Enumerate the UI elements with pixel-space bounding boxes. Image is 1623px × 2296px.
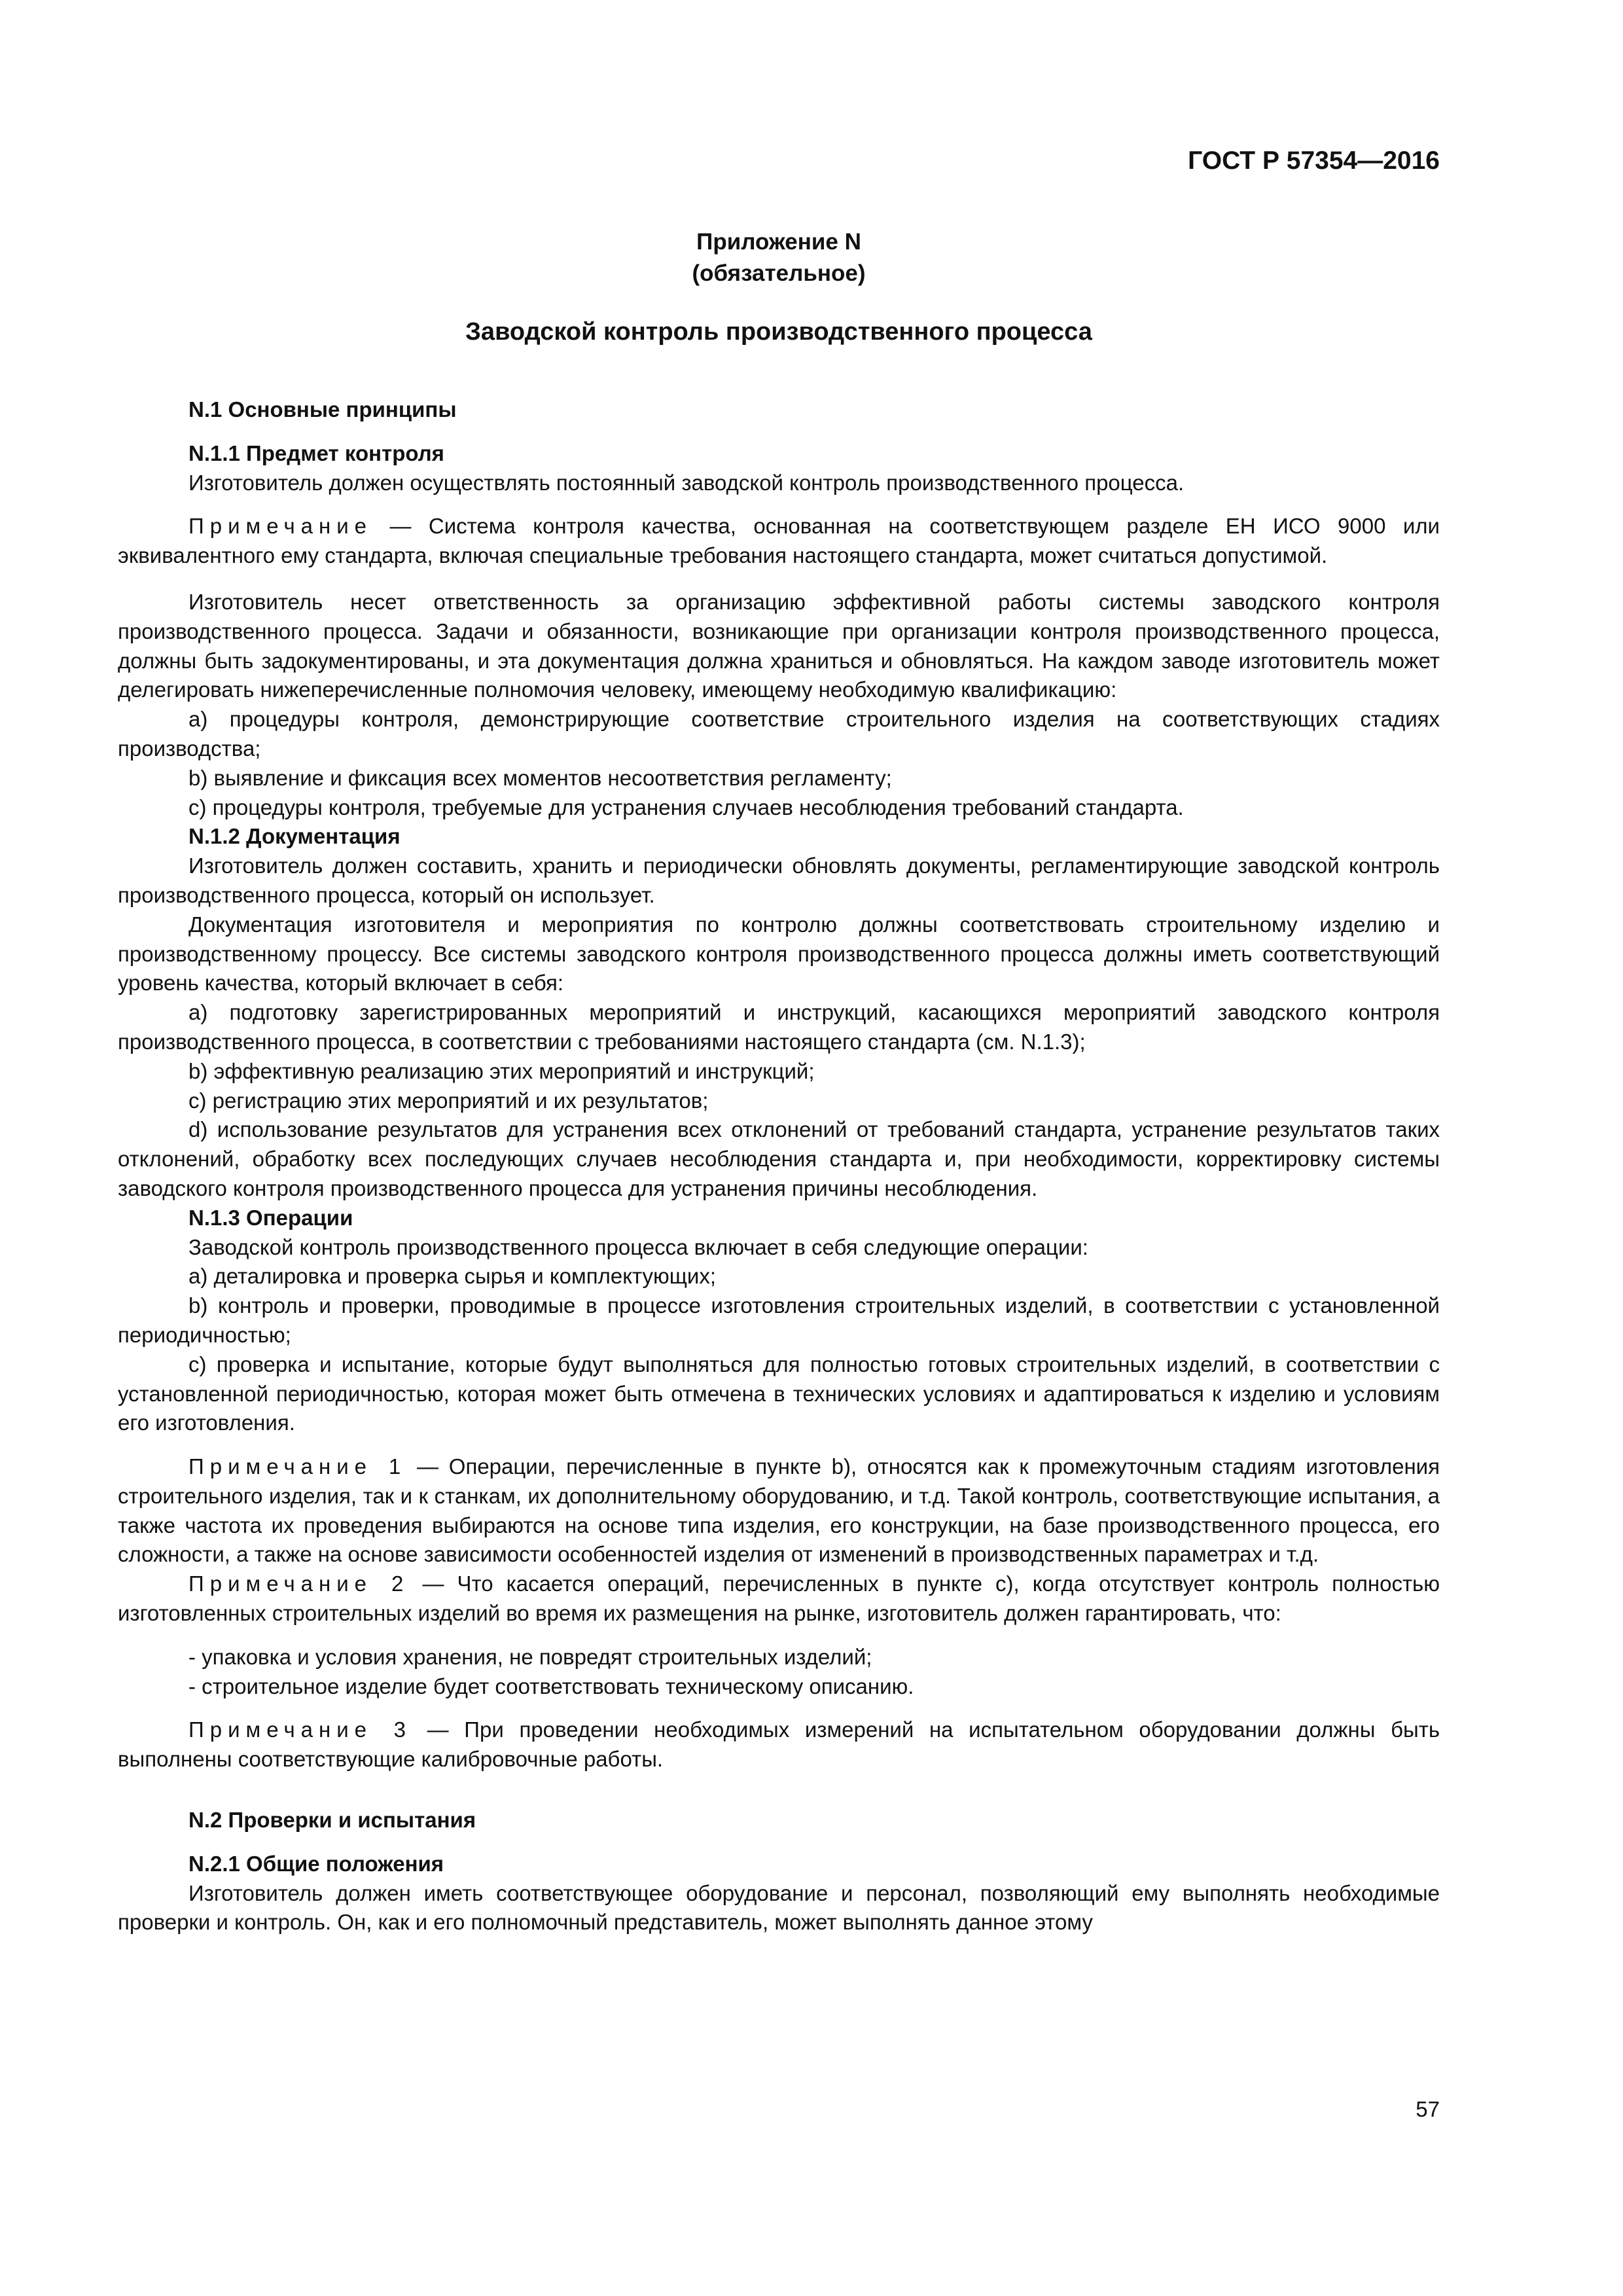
paragraph: Изготовитель несет ответственность за организацию эффективной работы системы заводского контроля производственного процесса. Задачи и обязанности, возникающие при организации контроля производственного процесса, должны быть задокументированы, и эта документация должна храниться и обновляться. На каждом заводе изготовитель может делегировать нижеперечисленные полномочия человеку, имеющему необходимую квалификацию: xyxy=(118,589,1440,702)
list-item: b) эффективную реализацию этих мероприятий и инструкций; xyxy=(188,1058,815,1083)
annex-status: (обязательное) xyxy=(692,260,866,286)
subsection-heading-n12: N.1.2 Документация xyxy=(188,824,401,849)
paragraph: Документация изготовителя и мероприятия по контролю должны соответствовать строительному изделию и производственному процессу. Все системы заводского контроля производственного процесса должны иметь соответствующий уровень качества, который включает в себя: xyxy=(118,912,1440,996)
list-item: b) контроль и проверки, проводимые в процессе изготовления строительных изделий, в соответствии с установленной периодичностью; xyxy=(118,1293,1440,1347)
subsection-heading-n11: N.1.1 Предмет контроля xyxy=(188,440,444,465)
section-heading-n1: N.1 Основные принципы xyxy=(188,397,457,422)
paragraph: Изготовитель должен иметь соответствующее оборудование и персонал, позволяющий ему выполнять необходимые проверки и контроль. Он, как и его полномочный представитель, может выполнять данное этому xyxy=(118,1880,1440,1935)
paragraph: Изготовитель должен осуществлять постоянный заводской контроль производственного процесса. xyxy=(188,470,1185,495)
list-item: c) регистрацию этих мероприятий и их результатов; xyxy=(188,1088,709,1113)
document-code: ГОСТ Р 57354—2016 xyxy=(1188,147,1440,175)
note xyxy=(118,512,1440,571)
document-page xyxy=(118,0,1440,2296)
note-3-text: — При проведении необходимых измерений на испытательном оборудовании должны быть выполнены соответствующие калибровочные работы. xyxy=(118,1717,1440,1772)
note-2-label: Примечание 2 xyxy=(188,1571,410,1596)
section-heading-n2: N.2 Проверки и испытания xyxy=(188,1808,476,1833)
note-2-list-item: - строительное изделие будет соответствовать техническому описанию. xyxy=(188,1674,914,1698)
note-3-label: Примечание 3 xyxy=(188,1717,412,1742)
note-1-label: Примечание 1 xyxy=(188,1454,407,1479)
list-item: a) деталировка и проверка сырья и комплектующих; xyxy=(188,1264,716,1289)
list-item: b) выявление и фиксация всех моментов несоответствия регламенту; xyxy=(188,765,892,790)
annex-header xyxy=(118,226,1440,289)
page-number: 57 xyxy=(1416,2097,1440,2121)
list-item: d) использование результатов для устранения всех отклонений от требований стандарта, устранение результатов таких отклонений, обработку всех последующих случаев несоблюдения стандарта и, при необходимости, корректировку системы заводского контроля производственного процесса для устранения причины несоблюдения. xyxy=(118,1117,1440,1200)
note-3 xyxy=(118,1715,1440,1774)
subsection-heading-n13: N.1.3 Операции xyxy=(188,1205,353,1230)
document-body xyxy=(118,395,1440,1937)
annex-title: Заводской контроль производственного процесса xyxy=(465,318,1092,346)
list-item: a) подготовку зарегистрированных мероприятий и инструкций, касающихся мероприятий заводского контроля производственного процесса, в соответствии с требованиями настоящего стандарта (см. N.1.3); xyxy=(118,1000,1440,1054)
paragraph: Заводской контроль производственного процесса включает в себя следующие операции: xyxy=(188,1234,1088,1259)
annex-label: Приложение N xyxy=(696,229,861,255)
note-1 xyxy=(118,1452,1440,1570)
note-2-list-item: - упаковка и условия хранения, не повредят строительных изделий; xyxy=(188,1644,872,1669)
list-item: c) процедуры контроля, требуемые для устранения случаев несоблюдения требований стандарта. xyxy=(188,795,1184,819)
note-2-text: — Что касается операций, перечисленных в пункте c), когда отсутствует контроль полностью изготовленных строительных изделий во время их размещения на рынке, изготовитель должен гарантировать, что: xyxy=(118,1571,1440,1626)
list-item: a) процедуры контроля, демонстрирующие соответствие строительного изделия на соответствующих стадиях производства; xyxy=(118,707,1440,761)
note-label: Примечание xyxy=(188,514,373,539)
note-text: — Система контроля качества, основанная на соответствующем разделе ЕН ИСО 9000 или эквивалентного ему стандарта, включая специальные требования настоящего стандарта, может считаться допустимой. xyxy=(118,514,1440,568)
paragraph: Изготовитель должен составить, хранить и периодически обновлять документы, регламентирующие заводской контроль производственного процесса, который он использует. xyxy=(118,853,1440,907)
note-1-text: — Операции, перечисленные в пункте b), относятся как к промежуточным стадиям изготовления строительного изделия, так и к станкам, их дополнительному оборудованию, и т.д. Такой контроль, соответствующие испытания, а также частота их проведения выбираются на основе типа изделия, его конструкции, на базе производственного процесса, его сложности, а также на основе зависимости особенностей изделия от изменений в производственных параметрах и т.д. xyxy=(118,1454,1440,1567)
subsection-heading-n21: N.2.1 Общие положения xyxy=(188,1851,444,1876)
note-2 xyxy=(118,1570,1440,1628)
list-item: c) проверка и испытание, которые будут выполняться для полностью готовых строительных изделий, в соответствии с установленной периодичностью, которая может быть отмечена в технических условиях и адаптироваться к изделию и условиям его изготовления. xyxy=(118,1352,1440,1435)
